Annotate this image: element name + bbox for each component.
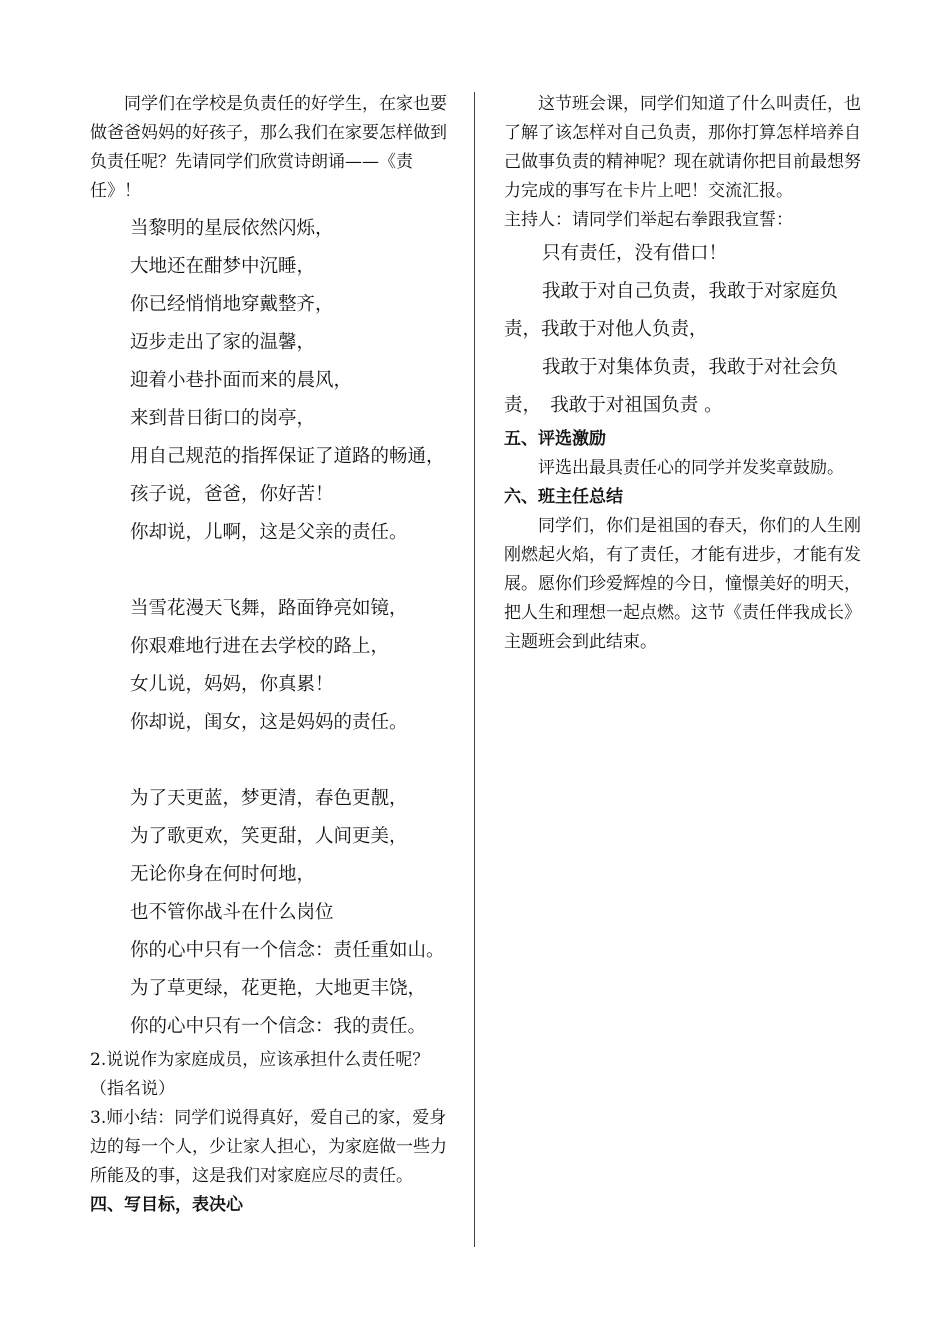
pledge-line: 责，我敢于对他人负责， <box>504 319 708 340</box>
pledge-line: 责， 我敢于对祖国负责 。 <box>504 395 723 416</box>
poem-line: 你却说，儿啊，这是父亲的责任。 <box>130 522 408 543</box>
pledge-line: 我敢于对集体负责，我敢于对社会负 <box>542 357 839 378</box>
poem-line: 来到昔日街口的岗亭， <box>130 408 316 429</box>
intro-paragraph: 同学们在学校是负责任的好学生，在家也要做爸爸妈妈的好孩子，那么我们在家要怎样做到负责任呢？先请同学们欣赏诗朗诵——《责任》！ <box>90 94 447 201</box>
pledge-line: 我敢于对自己负责，我敢于对家庭负 <box>542 281 839 302</box>
item-2-paragraph: 2.说说作为家庭成员，应该承担什么责任呢？（指名说） <box>90 1050 430 1099</box>
section-6-paragraph: 同学们，你们是祖国的春天，你们的人生刚刚燃起火焰，有了责任，才能有进步，才能有发展。愿你们珍爱辉煌的今日，憧憬美好的明天，把人生和理想一起点燃。这节《责任伴我成长》主题班会到此结束。 <box>504 516 861 652</box>
poem-line: 你艰难地行进在去学校的路上， <box>130 636 390 657</box>
pledge-line: 只有责任，没有借口！ <box>542 243 728 264</box>
poem-line: 无论你身在何时何地， <box>130 864 316 885</box>
poem-stanza-2 <box>90 590 450 742</box>
item-3-paragraph: 3.师小结：同学们说得真好，爱自己的家，爱身边的每一个人，少让家人担心，为家庭做一些力所能及的事，这是我们对家庭应尽的责任。 <box>90 1108 447 1186</box>
poem-line: 为了草更绿，花更艳，大地更丰饶， <box>130 978 427 999</box>
poem-stanza-3 <box>90 780 450 1046</box>
poem-line: 你却说，闺女，这是妈妈的责任。 <box>130 712 408 733</box>
right-column <box>504 90 874 657</box>
poem-line: 用自己规范的指挥保证了道路的畅通， <box>130 446 445 467</box>
poem-line: 孩子说，爸爸，你好苦！ <box>130 484 334 505</box>
poem-line: 迎着小巷扑面而来的晨风， <box>130 370 353 391</box>
poem-line: 你的心中只有一个信念：责任重如山。 <box>130 940 445 961</box>
poem-line: 你已经悄悄地穿戴整齐， <box>130 294 334 315</box>
poem-line: 你的心中只有一个信念：我的责任。 <box>130 1016 427 1037</box>
poem-line: 大地还在酣梦中沉睡， <box>130 256 316 277</box>
poem-line: 为了歌更欢，笑更甜，人间更美， <box>130 826 408 847</box>
poem-line: 迈步走出了家的温馨， <box>130 332 316 353</box>
left-column <box>90 90 450 1220</box>
section-heading-4: 四、写目标，表决心 <box>90 1195 243 1215</box>
closing-intro-paragraph: 这节班会课，同学们知道了什么叫责任，也了解了该怎样对自己负责，那你打算怎样培养自己做事负责的精神呢？现在就请你把目前最想努力完成的事写在卡片上吧！交流汇报。 <box>504 94 861 201</box>
column-divider <box>474 92 475 1247</box>
poem-line: 也不管你战斗在什么岗位 <box>130 902 334 923</box>
section-heading-6: 六、班主任总结 <box>504 487 623 507</box>
section-5-paragraph: 评选出最具责任心的同学并发奖章鼓励。 <box>538 458 844 478</box>
poem-line: 当雪花漫天飞舞，路面铮亮如镜， <box>130 598 408 619</box>
poem-line: 女儿说，妈妈，你真累！ <box>130 674 334 695</box>
poem-line: 当黎明的星辰依然闪烁， <box>130 218 334 239</box>
host-line: 主持人：请同学们举起右拳跟我宣誓： <box>504 210 793 230</box>
section-heading-5: 五、评选激励 <box>504 429 606 449</box>
poem-stanza-1 <box>90 210 450 552</box>
poem-line: 为了天更蓝，梦更清，春色更靓， <box>130 788 408 809</box>
